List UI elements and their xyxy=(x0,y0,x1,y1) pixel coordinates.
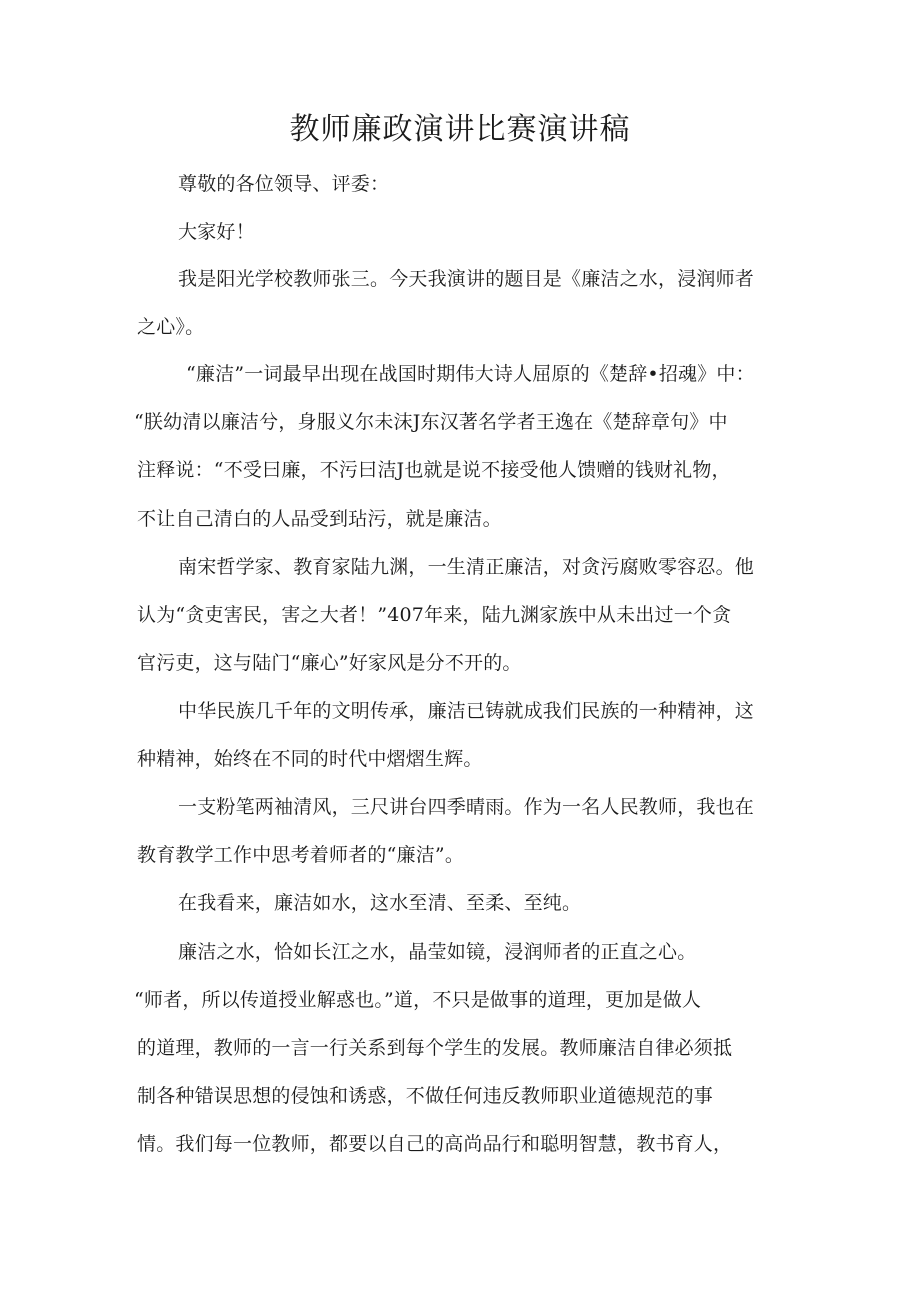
text-line: 之心》。 xyxy=(137,316,205,338)
text-line: 注释说：“不受曰廉，不污曰洁J也就是说不接受他人馈赠的钱财礼物， xyxy=(137,459,731,481)
text-line: 认为“贪吏害民，害之大者！”407年来，陆九渊家族中从未出过一个贪 xyxy=(137,604,732,626)
text-line: 南宋哲学家、教育家陆九渊，一生清正廉洁，对贪污腐败零容忍。他 xyxy=(178,556,755,578)
text-line-salutation: 尊敬的各位领导、评委： xyxy=(178,173,390,195)
text-line: 我是阳光学校教师张三。今天我演讲的题目是《廉洁之水，浸润师者 xyxy=(178,268,755,290)
text-line: 情。我们每一位教师，都要以自己的高尚品行和聪明智慧，教书育人， xyxy=(137,1133,733,1155)
text-line: “廉洁”一词最早出现在战国时期伟大诗人屈原的《楚辞•招魂》中： xyxy=(186,363,755,385)
text-line: 在我看来，廉洁如水，这水至清、至柔、至纯。 xyxy=(178,892,582,914)
text-line-greeting: 大家好！ xyxy=(178,221,255,243)
text-line: 不让自己清白的人品受到玷污，就是廉洁。 xyxy=(137,508,502,530)
text-line: 官污吏，这与陆门“廉心”好家风是分不开的。 xyxy=(137,652,522,674)
text-line: 制各种错误思想的侵蚀和诱惑，不做任何违反教师职业道德规范的事 xyxy=(137,1085,714,1107)
text-line: 廉洁之水，恰如长江之水，晶莹如镜，浸润师者的正直之心。 xyxy=(178,941,697,963)
text-line: 种精神，始终在不同的时代中熠熠生辉。 xyxy=(137,748,483,770)
text-line: 的道理，教师的一言一行关系到每个学生的发展。教师廉洁自律必须抵 xyxy=(137,1037,733,1059)
text-line: 教育教学工作中思考着师者的“廉洁”。 xyxy=(137,844,465,866)
text-line: 一支粉笔两袖清风，三尺讲台四季晴雨。作为一名人民教师，我也在 xyxy=(178,796,755,818)
text-line: “朕幼清以廉洁兮，身服义尔未沫J东汉著名学者王逸在《楚辞章句》中 xyxy=(134,411,728,433)
text-line: “师者，所以传道授业解惑也。”道，不只是做事的道理，更加是做人 xyxy=(134,989,702,1011)
text-line: 中华民族几千年的文明传承，廉洁已铸就成我们民族的一种精神，这 xyxy=(178,700,755,722)
document-title: 教师廉政演讲比赛演讲稿 xyxy=(289,112,631,147)
